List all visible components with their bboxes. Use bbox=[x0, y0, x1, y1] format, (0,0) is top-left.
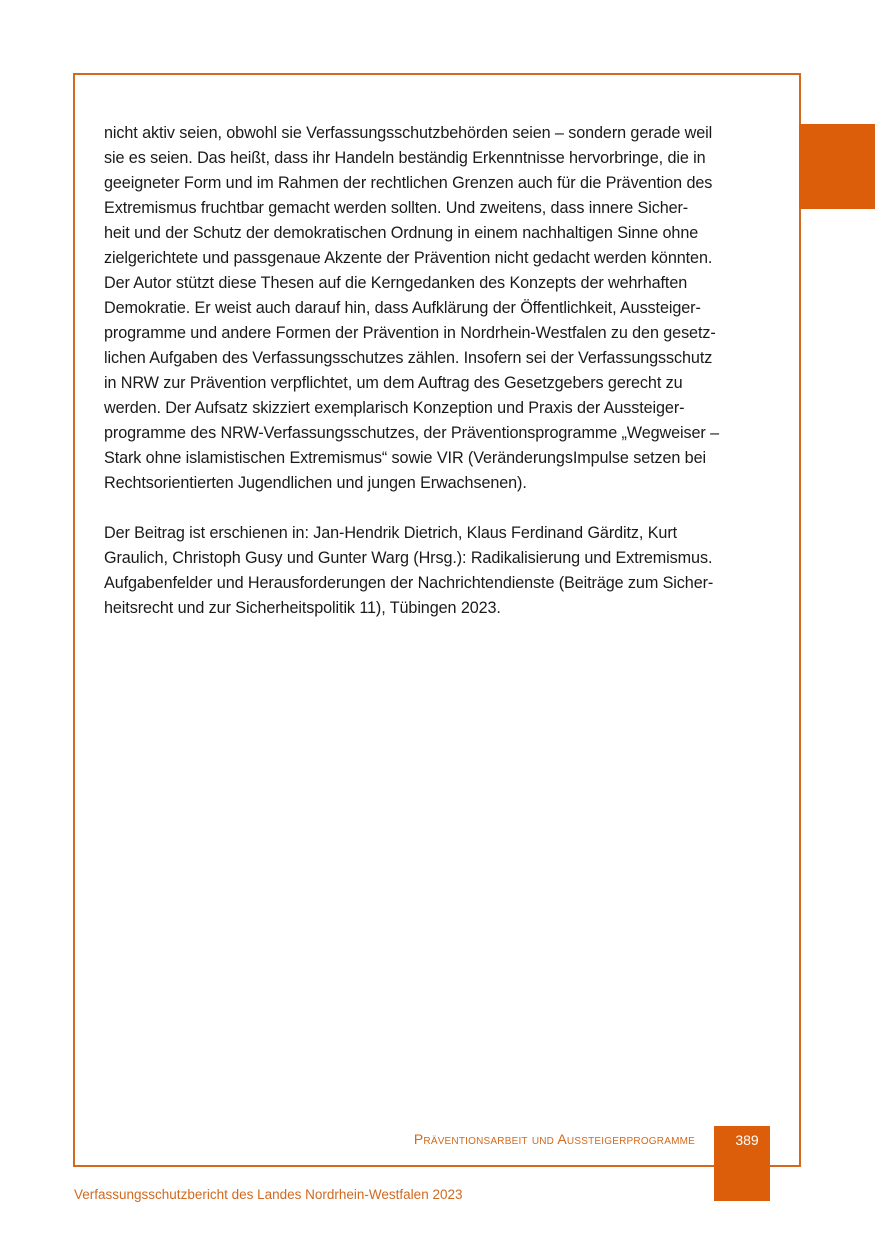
page-number-box bbox=[714, 1126, 770, 1201]
text-line: programme des NRW-Verfassungsschutzes, der Präventionsprogramme „Wegweiser – bbox=[104, 424, 719, 442]
paragraph-summary bbox=[104, 121, 774, 496]
text-line: heit und der Schutz der demokratischen Ordnung in einem nachhaltigen Sinne ohne bbox=[104, 224, 699, 242]
footer-text: Verfassungsschutzbericht des Landes Nordrhein-Westfalen 2023 bbox=[74, 1187, 463, 1202]
text-line: Aufgabenfelder und Herausforderungen der Nachrichtendienste (Beiträge zum Sicher- bbox=[104, 574, 714, 592]
running-title: Präventionsarbeit und Aussteigerprogramme bbox=[413, 1131, 695, 1147]
text-line: in NRW zur Prävention verpflichtet, um dem Auftrag des Gesetzgebers gerecht zu bbox=[104, 374, 683, 392]
text-line: Demokratie. Er weist auch darauf hin, dass Aufklärung der Öffentlichkeit, Aussteiger- bbox=[104, 299, 701, 317]
text-line: Graulich, Christoph Gusy und Gunter Warg (Hrsg.): Radikalisierung und Extremismus. bbox=[104, 549, 713, 567]
text-line: sie es seien. Das heißt, dass ihr Handeln beständig Erkenntnisse hervorbringe, die in bbox=[104, 149, 706, 167]
paragraph-citation bbox=[104, 521, 774, 621]
text-line: programme und andere Formen der Prävention in Nordrhein-Westfalen zu den gesetz- bbox=[104, 324, 716, 342]
text-line: heitsrecht und zur Sicherheitspolitik 11), Tübingen 2023. bbox=[104, 599, 501, 617]
chapter-side-tab bbox=[799, 124, 875, 209]
text-line: nicht aktiv seien, obwohl sie Verfassungsschutzbehörden seien – sondern gerade weil bbox=[104, 124, 713, 142]
text-line: Rechtsorientierten Jugendlichen und jungen Erwachsenen). bbox=[104, 474, 527, 492]
text-line: werden. Der Aufsatz skizziert exemplarisch Konzeption und Praxis der Aussteiger- bbox=[104, 399, 685, 417]
page-number: 389 bbox=[735, 1132, 759, 1148]
text-line: lichen Aufgaben des Verfassungsschutzes zählen. Insofern sei der Verfassungsschutz bbox=[104, 349, 713, 367]
text-line: zielgerichtete und passgenaue Akzente der Prävention nicht gedacht werden könnten. bbox=[104, 249, 713, 267]
text-line: Extremismus fruchtbar gemacht werden sollten. Und zweitens, dass innere Sicher- bbox=[104, 199, 689, 217]
text-line: Der Autor stützt diese Thesen auf die Kerngedanken des Konzepts der wehrhaften bbox=[104, 274, 688, 292]
text-line: geeigneter Form und im Rahmen der rechtlichen Grenzen auch für die Prävention des bbox=[104, 174, 713, 192]
text-line: Stark ohne islamistischen Extremismus“ sowie VIR (VeränderungsImpulse setzen bei bbox=[104, 449, 706, 467]
body-text bbox=[104, 121, 774, 646]
text-line: Der Beitrag ist erschienen in: Jan-Hendrik Dietrich, Klaus Ferdinand Gärditz, Kurt bbox=[104, 524, 678, 542]
